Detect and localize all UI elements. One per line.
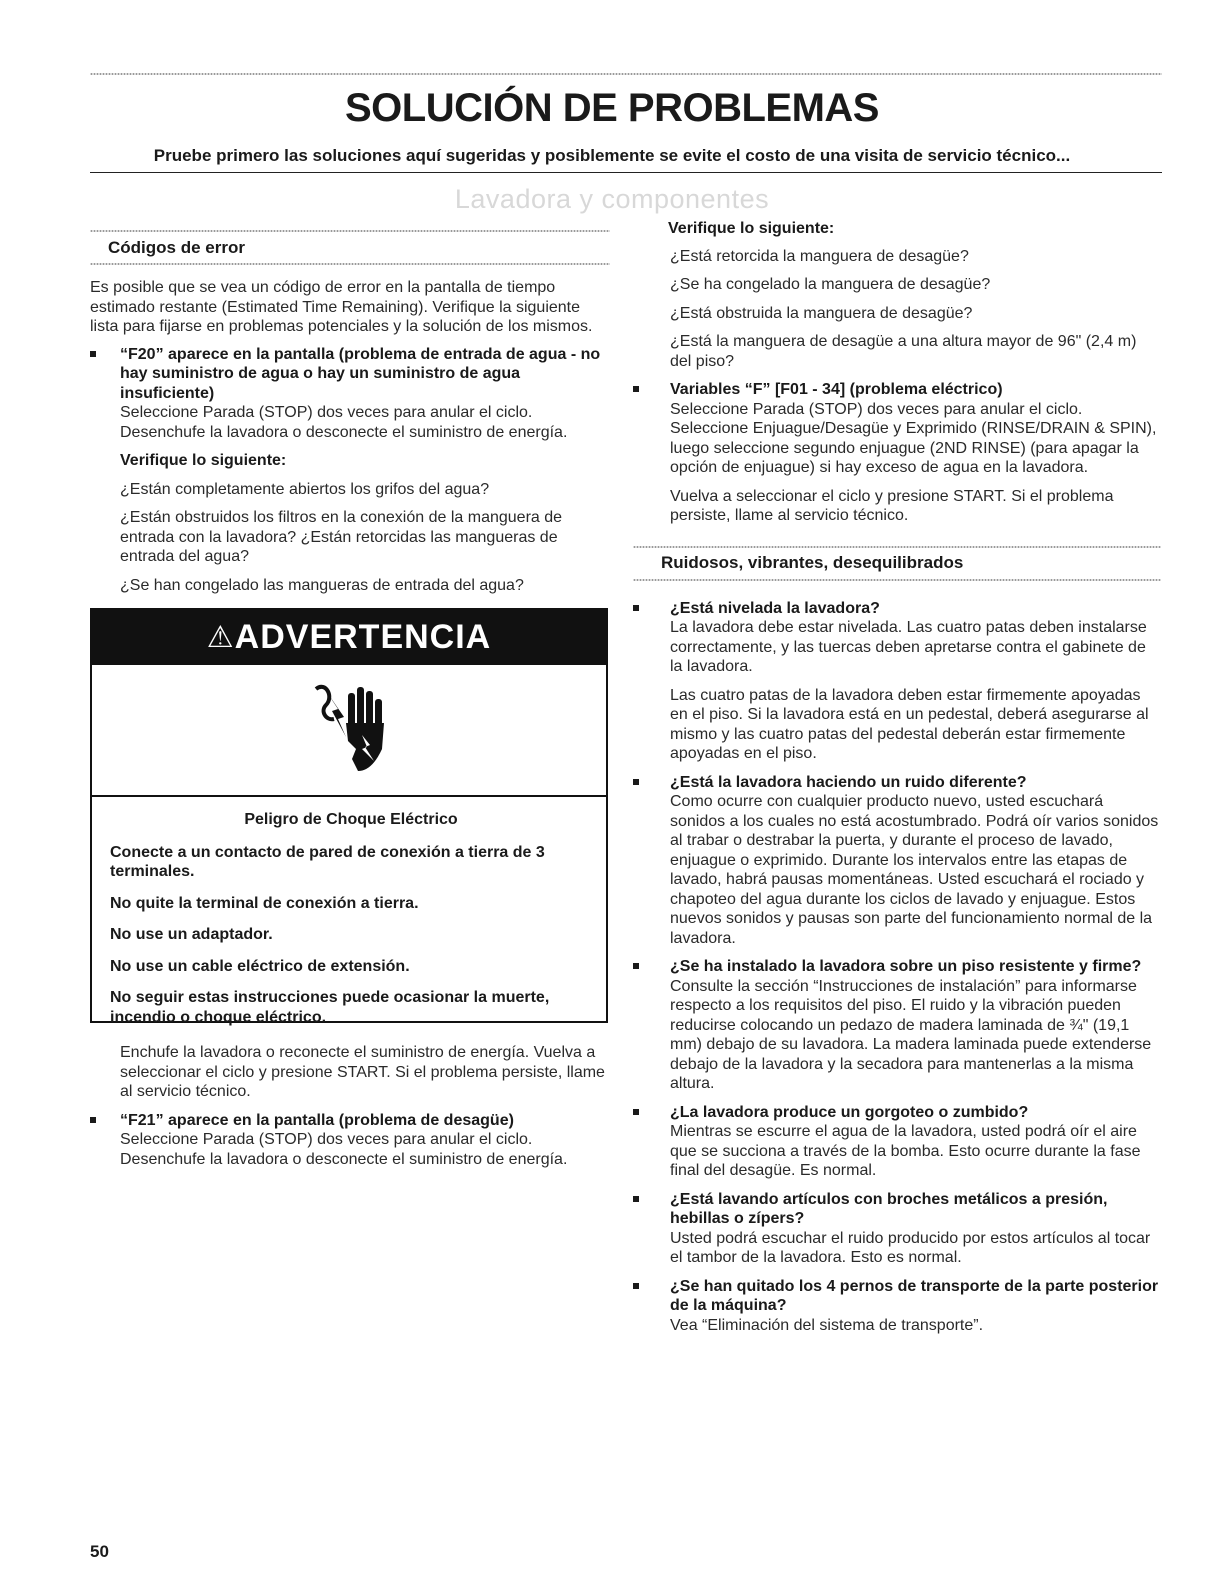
fvar-heading: Variables “F” [F01 - 34] (problema eléctrico) — [670, 381, 1003, 398]
q4-heading: ¿La lavadora produce un gorgoteo o zumbido? — [670, 1103, 1029, 1121]
q4-body: Mientras se escurre el agua de la lavadora, usted podrá oír el aire que se succiona a través de la bomba. Esto ocurre durante la fase final del desagüe. Es normal. — [670, 1123, 1141, 1179]
page-subtitle: Pruebe primero las soluciones aquí sugeridas y posiblemente se evite el costo de una visita de servicio técnico... — [153, 146, 1071, 165]
f21-body: Seleccione Parada (STOP) dos veces para anular el ciclo. Desenchufe la lavadora o desconecte el suministro de energía. — [120, 1131, 568, 1168]
q1-heading: ¿Está nivelada la lavadora? — [670, 599, 880, 617]
right-check-4: ¿Está la manguera de desagüe a una altura mayor de 96" (2,4 m) del piso? — [670, 333, 1137, 370]
f20-heading: “F20” aparece en la pantalla (problema de entrada de agua - no hay suministro de agua o hay un suministro de agua insuficiente) — [120, 345, 601, 402]
q1-body-2: Las cuatro patas de la lavadora deben estar firmemente apoyadas en el piso. Si la lavadora está en un pedestal, deberá asegurarse al mismo y las cuatro patas del pedestal deberán estar firmemente apoyadas en el piso. — [670, 686, 1149, 762]
after-warning-text: Enchufe la lavadora o reconecte el suministro de energía. Vuelva a seleccionar el ciclo y presione START. Si el problema persiste, llame al servicio técnico. — [120, 1044, 605, 1100]
q3-body: Consulte la sección “Instrucciones de instalación” para informarse respecto a los requisitos del piso. El ruido y la vibración pueden reducirse colocando un pedazo de madera laminada de ¾" (19,1 mm) debajo de su lavadora. La madera laminada puede extenderse debajo de la lavadora y la secadora para mantenerlas a la misma altura. — [670, 977, 1152, 1092]
left-column — [90, 234, 610, 1178]
left-check-2: ¿Están obstruidos los filtros en la conexión de la manguera de entrada con la lavadora? ¿Están retorcidas las mangueras de entrada del agua? — [120, 509, 563, 565]
page-title: SOLUCIÓN DE PROBLEMAS — [345, 86, 879, 130]
q5-body: Usted podrá escuchar el ruido producido por estos artículos al tocar el tambor de la lavadora. Esto es normal. — [670, 1229, 1151, 1266]
q6-body: Vea “Eliminación del sistema de transporte”. — [670, 1316, 984, 1334]
right-column — [633, 219, 1161, 1344]
q2-item — [633, 773, 1161, 949]
electric-shock-icon — [312, 679, 392, 779]
header-rule — [90, 172, 1162, 173]
q6-item — [633, 1277, 1161, 1336]
right-check-label: Verifique lo siguiente: — [668, 220, 835, 237]
error-codes-top-rule — [90, 229, 610, 233]
q1-body: La lavadora debe estar nivelada. Las cuatro patas deben instalarse correctamente, y las tuercas deben apretarse contra el gabinete de la lavadora. — [670, 619, 1147, 675]
warning-line-5: No seguir estas instrucciones puede ocasionar la muerte, incendio o choque eléctrico. — [110, 989, 550, 1026]
page-number: 50 — [90, 1542, 109, 1561]
top-dotted-rule — [90, 72, 1162, 76]
shock-hazard-area — [92, 665, 606, 797]
right-check-3: ¿Está obstruida la manguera de desagüe? — [670, 304, 973, 322]
left-check-3: ¿Se han congelado las mangueras de entrada del agua? — [120, 576, 524, 594]
warning-box — [90, 608, 608, 1026]
warning-line-2: No quite la terminal de conexión a tierra. — [110, 894, 419, 912]
warning-banner — [92, 610, 606, 665]
error-codes-intro: Es posible que se vea un código de error en la pantalla de tiempo estimado restante (Estimated Time Remaining). Verifique la siguiente lista para fijarse en problemas potenciales y la solución de los mismos. — [90, 279, 593, 335]
section-title: Lavadora y componentes — [454, 184, 770, 214]
noise-heading: Ruidosos, vibrantes, desequilibrados — [661, 552, 964, 572]
q2-body: Como ocurre con cualquier producto nuevo, usted escuchará sonidos a los cuales no está acostumbrado. Podrá oír varios sonidos al trabar o destrabar la puerta, y durante el proceso de lavado, enjuague o exprimido. Durante los intervalos entre las etapas de lavado, habrá pausas momentáneas. Usted escuchará el rociado y chapoteo del agua durante los ciclos de lavado y enjuague. Estos nuevos sonidos y pausas son parte del funcionamiento normal de la lavadora. — [670, 793, 1159, 947]
q3-heading: ¿Se ha instalado la lavadora sobre un piso resistente y firme? — [670, 958, 1142, 975]
q4-item — [633, 1103, 1161, 1181]
warning-triangle-icon: ⚠ — [206, 621, 235, 654]
q6-heading: ¿Se han quitado los 4 pernos de transporte de la parte posterior de la máquina? — [670, 1277, 1159, 1314]
q1-item — [633, 599, 1161, 677]
f21-heading: “F21” aparece en la pantalla (problema de desagüe) — [120, 1111, 514, 1129]
f21-item — [90, 1111, 610, 1170]
q2-heading: ¿Está la lavadora haciendo un ruido diferente? — [670, 773, 1027, 791]
right-check-1: ¿Está retorcida la manguera de desagüe? — [670, 247, 969, 265]
noise-top-rule — [633, 545, 1161, 549]
q5-item — [633, 1190, 1161, 1268]
warning-text — [92, 797, 606, 1027]
left-check-1: ¿Están completamente abiertos los grifos del agua? — [120, 480, 490, 498]
noise-bottom-rule — [633, 578, 1161, 582]
fvar-body: Seleccione Parada (STOP) dos veces para anular el ciclo. Seleccione Enjuague/Desagüe y Exprimido (RINSE/DRAIN & SPIN), luego seleccione segundo enjuague (2ND RINSE) (para apagar la opción de enjuague) si hay exceso de agua en la lavadora. — [670, 400, 1157, 476]
error-codes-heading: Códigos de error — [108, 238, 245, 257]
fvar-after: Vuelva a seleccionar el ciclo y presione START. Si el problema persiste, llame al servicio técnico. — [670, 487, 1114, 524]
warning-banner-text: ADVERTENCIA — [234, 618, 492, 656]
warning-hazard: Peligro de Choque Eléctrico — [244, 811, 458, 828]
fvar-item — [633, 380, 1161, 478]
left-check-label: Verifique lo siguiente: — [120, 452, 287, 469]
f20-item — [90, 345, 610, 443]
right-check-2: ¿Se ha congelado la manguera de desagüe? — [670, 276, 991, 293]
warning-line-4: No use un cable eléctrico de extensión. — [110, 957, 410, 975]
q5-heading: ¿Está lavando artículos con broches metálicos a presión, hebillas o zípers? — [670, 1190, 1108, 1227]
warning-line-3: No use un adaptador. — [110, 926, 273, 943]
warning-line-1: Conecte a un contacto de pared de conexión a tierra de 3 terminales. — [110, 843, 545, 880]
f20-body: Seleccione Parada (STOP) dos veces para anular el ciclo. Desenchufe la lavadora o desconecte el suministro de energía. — [120, 404, 568, 441]
q3-item — [633, 957, 1161, 1094]
